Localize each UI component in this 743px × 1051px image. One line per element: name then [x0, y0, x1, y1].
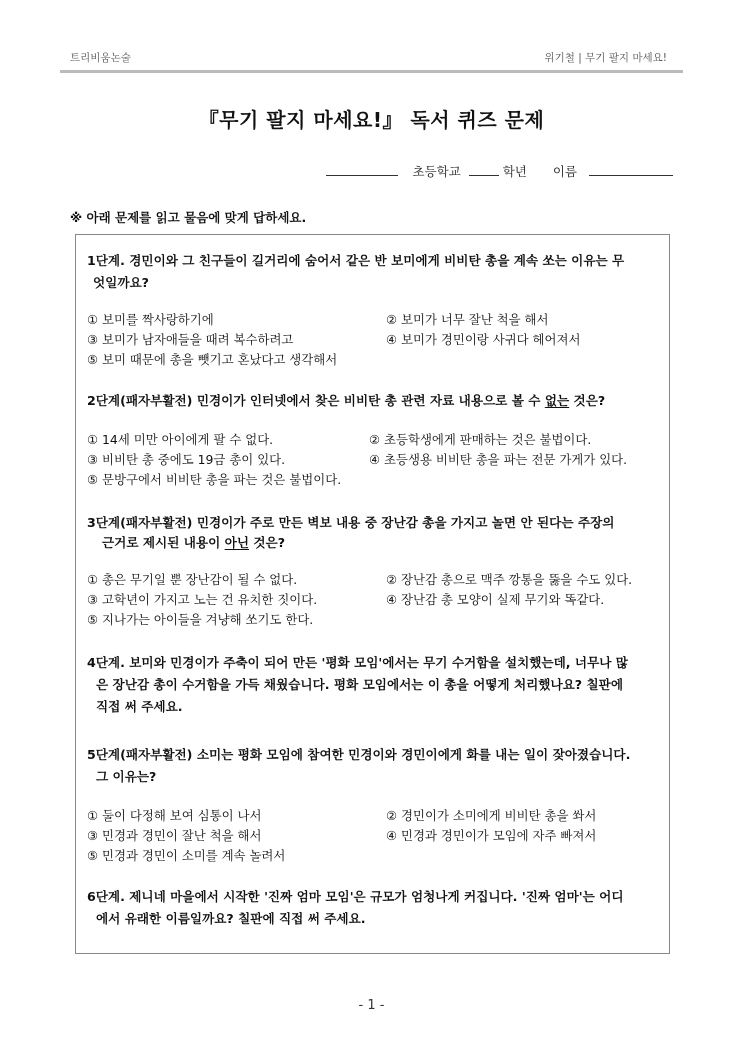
q3-pre: 근거로 제시된 내용이 [102, 535, 225, 550]
q1-option-5: ⑤ 보미 때문에 총을 뺏기고 혼났다고 생각해서 [87, 352, 338, 367]
q3-post: 것은? [249, 535, 286, 550]
q2-pre: 2단계(패자부활전) 민경이가 인터넷에서 찾은 비비탄 총 관련 자료 내용으로 볼 수 [87, 393, 545, 408]
header-rule [60, 70, 683, 73]
q1-option-1: ① 보미를 짝사랑하기에 [87, 312, 214, 327]
header-right: 위기철 | 무기 팔지 마세요! [544, 52, 667, 64]
q3-option-5: ⑤ 지나가는 아이들을 겨냥해 쏘기도 한다. [87, 612, 314, 627]
header-left: 트리비움논술 [70, 52, 131, 64]
q6-line2: 에서 유래한 이름일까요? 칠판에 직접 써 주세요. [96, 911, 366, 926]
q5-option-4: ④ 민경과 경민이가 모임에 자주 빠져서 [386, 828, 597, 843]
q3-underlined: 아닌 [224, 535, 249, 550]
school-blank [326, 163, 398, 176]
grade-label: 학년 [502, 164, 527, 179]
q5-option-3: ③ 민경과 경민이 잘난 척을 해서 [87, 828, 262, 843]
q3-option-4: ④ 장난감 총 모양이 실제 무기와 똑같다. [386, 592, 605, 607]
q5-option-2: ② 경민이가 소미에게 비비탄 총을 쏴서 [386, 808, 597, 823]
q1-line2: 엇일까요? [93, 275, 149, 290]
q3-line2 [102, 532, 285, 551]
q2-post: 것은? [569, 393, 606, 408]
q2-option-1: ① 14세 미만 아이에게 팔 수 없다. [87, 432, 274, 447]
q3-option-3: ③ 고학년이 가지고 노는 건 유치한 짓이다. [87, 592, 318, 607]
q5-option-1: ① 둘이 다정해 보여 심통이 나서 [87, 808, 262, 823]
page-title: 『무기 팔지 마세요!』 독서 퀴즈 문제 [198, 108, 545, 132]
q3-line1: 3단계(패자부활전) 민경이가 주로 만든 벽보 내용 중 장난감 총을 가지고 놀면 안 된다는 주장의 [87, 515, 615, 530]
instruction: ※ 아래 문제를 읽고 물음에 맞게 답하세요. [70, 210, 307, 225]
name-label: 이름 [552, 164, 578, 179]
grade-blank [469, 163, 499, 176]
school-label: 초등학교 [412, 164, 461, 179]
q3-option-1: ① 총은 무기일 뿐 장난감이 될 수 없다. [87, 572, 298, 587]
q4-line3: 직접 써 주세요. [96, 699, 183, 714]
name-blank [589, 163, 673, 176]
q5-line2: 그 이유는? [96, 769, 157, 784]
q5-option-5: ⑤ 민경과 경민이 소미를 계속 놀려서 [87, 848, 286, 863]
q2-option-2: ② 초등학생에게 판매하는 것은 불법이다. [369, 432, 592, 447]
q5-line1: 5단계(패자부활전) 소미는 평화 모임에 참여한 민경이와 경민이에게 화를 내는 일이 잦아졌습니다. [87, 747, 631, 762]
q2-question [87, 390, 605, 409]
q2-option-5: ⑤ 문방구에서 비비탄 총을 파는 것은 불법이다. [87, 472, 342, 487]
q3-option-2: ② 장난감 총으로 맥주 깡통을 뚫을 수도 있다. [386, 572, 633, 587]
q2-option-4: ④ 초등생용 비비탄 총을 파는 전문 가게가 있다. [369, 452, 628, 467]
q1-option-4: ④ 보미가 경민이랑 사귀다 헤어져서 [386, 332, 581, 347]
student-info [326, 162, 673, 180]
q1-option-2: ② 보미가 너무 잘난 척을 해서 [386, 312, 549, 327]
q2-option-3: ③ 비비탄 총 중에도 19금 총이 있다. [87, 452, 286, 467]
q6-line1: 6단계. 제니네 마을에서 시작한 '진짜 엄마 모임'은 규모가 엄청나게 커집니다. '진짜 엄마'는 어디 [87, 889, 624, 904]
page-number: - 1 - [358, 998, 385, 1013]
q4-line1: 4단계. 보미와 민경이가 주축이 되어 만든 '평화 모임'에서는 무기 수거함을 설치했는데, 너무나 많 [87, 655, 628, 670]
q1-option-3: ③ 보미가 남자애들을 때려 복수하려고 [87, 332, 294, 347]
q4-line2: 은 장난감 총이 수거함을 가득 채웠습니다. 평화 모임에서는 이 총을 어떻게 처리했나요? 칠판에 [96, 677, 623, 692]
q1-line1: 1단계. 경민이와 그 친구들이 길거리에 숨어서 같은 반 보미에게 비비탄 총을 계속 쏘는 이유는 무 [87, 253, 625, 268]
q2-underlined: 없는 [544, 393, 570, 408]
